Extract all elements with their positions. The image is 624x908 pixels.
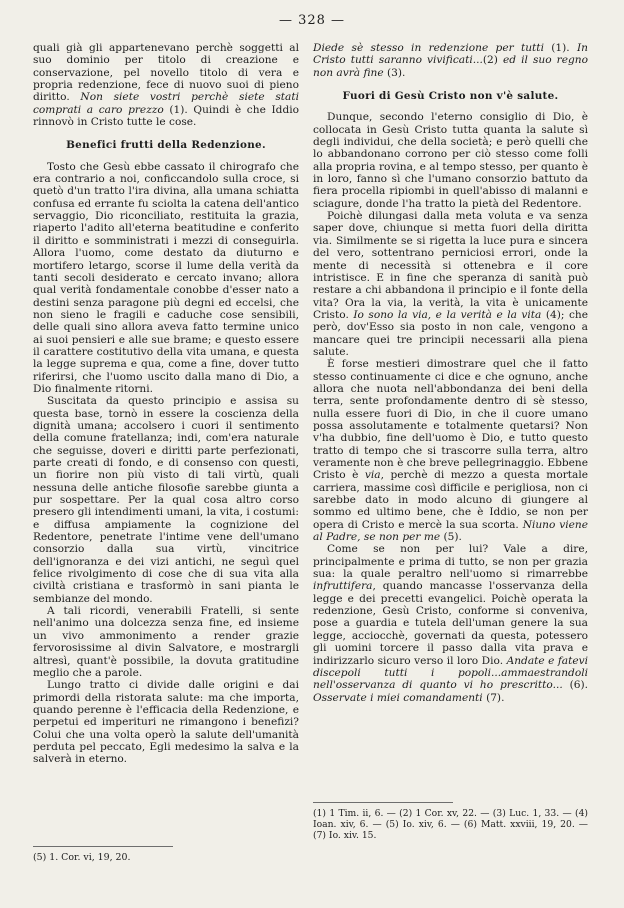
left-footnote-rule bbox=[33, 846, 173, 847]
right-paragraph-3: Poichè dilungasi dalla meta voluta e va senza saper dove, chiunque si metta fuori della diritta via. Similmente se si rigetta la luce pura e sincera del vero, sottentrano perniciosi errori, onde la mente di necessità si ottenebra e il core intristisce. E in fine che speranza di sanità può restare a chi abbandona il principio e il fonte della vita? Ora la via, la verità, la vita è unicamente Cristo. Io sono la via, e la verità e la vita (4); che però, dov'Esso sia posto in non cale, vengono a mancare quei tre principii necessarii alla piena salute. bbox=[313, 210, 589, 358]
section-heading-salute: Fuori di Gesù Cristo non v'è salute. bbox=[342, 90, 559, 103]
right-paragraph-4: È forse mestieri dimostrare quel che il fatto stesso continuamente ci dice e che ognuno, anche allora che nuota nell'abbondanza dei beni della terra, sente profondamente dentro di sè stesso, nulla essere fuori di Dio, in che il cuore umano possa assolutamente e totalmente quetarsi? Non v'ha dubbio, fine dell'uomo è Dio, e tutto questo tratto di tempo che si trascorre sulla terra, altro veramente non è che breve pellegrinaggio. Ebbene Cristo è via, perchè di mezzo a questa mortale carriera, massime così difficile e perigliosa, non ci sarebbe dato in modo alcuno di giungere al sommo ed ultimo bene, che è Iddio, se non per opera di Cristo e mercè la sua scorta. Niuno viene al Padre, se non per me (5). bbox=[313, 358, 589, 544]
left-paragraph-1: quali già gli appartenevano perchè soggetti al suo dominio per titolo di creazione e conservazione, pel novello titolo di vera e propria redenzione, fece di nuovo suoi di pieno diritto. Non siete vostri perchè siete stati comprati a caro prezzo (1). Quindi è che Iddio rinnovò in Cristo tutte le cose. bbox=[33, 42, 299, 129]
right-column bbox=[313, 42, 588, 704]
left-paragraph-3: Suscitata da questo principio e assisa su questa base, tornò in essere la coscienza della dignità umana; accolsero i cuori il sentimento della comune fratellanza; indi, com'era naturale che seguisse, doveri e diritti parte perfezionati, parte creati di fondo, e di consenso con questi, un fiorire non più visto di tali virtù, quali nessuna delle antiche filosofie sarebbe giunta a pur sospettare. Per la qual cosa altro corso presero gli intendimenti umani, la vita, i costumi: e diffusa ampiamente la cognizione del Redentore, penetrate l'intime vene dell'umano consorzio dalla sua virtù, vincitrice dell'ignoranza e dei vizi antichi, ne seguì quel felice rivolgimento di cose che di sua vita alla civiltà cristiana e trasformò in sani pianta le sembianze del mondo. bbox=[33, 395, 299, 605]
page-number: — 328 — bbox=[278, 13, 346, 28]
right-paragraph-5: Come se non per lui? Vale a dire, principalmente e prima di tutto, se non per grazia sua: la quale peraltro nell'uomo si rimarrebbe infruttifera, quando mancasse l'osservanza della legge e dei precetti evangelici. Poichè operata la redenzione, Gesù Cristo, conforme si conveniva, pose a guardia e tutela dell'uman genere la sua legge, acciocchè, governati da questa, potessero gli uomini torcere il passo dalla vita prava e indirizzarlo sicuro verso il loro Dio. Andate e fatevi discepoli tutti i popoli...ammaestrandoli nell'osservanza di quanto vi ho prescritto... (6). Osservate i miei comandamenti (7). bbox=[313, 543, 589, 704]
left-paragraph-2: Tosto che Gesù ebbe cassato il chirografo che era contrario a noi, conficcandolo sulla croce, si quetò d'un tratto l'ira divina, alla umana schiatta confusa ed errante fu sciolta la catena dell'antico servaggio, Dio riconciliato, restituita la grazia, riaperto l'adito all'eterna beatitudine e conferito il diritto e somministrati i mezzi di conseguirla. Allora l'uomo, come destato da diuturno e mortifero letargo, scorse il lume della verità da tanti secoli desiderato e cercato invano; allora qual verità fondamentale conobbe d'esser nato a destini senza paragone più degni ed eccelsi, che non sieno le fragili e caduche cose sensibili, delle quali sino allora aveva fatto termine unico ai suoi pensieri e alle sue brame; e questo essere il carattere costitutivo della vita umana, e questa la legge suprema e qua, come a fine, dover tutto riferirsi, che l'uomo uscito dalla mano di Dio, a Dio finalmente ritorni. bbox=[33, 160, 299, 395]
right-footnotes: (1) 1 Tim. ii, 6. — (2) 1 Cor. xv, 22. — (3) Luc. 1, 33. — (4) Ioan. xiv, 6. — (5) Io. xiv, 6. — (6) Matt. xxviii, 19, 20. — (7) Io. xiv. 15. bbox=[313, 808, 588, 841]
right-footnote-rule bbox=[313, 802, 453, 803]
left-paragraph-4: A tali ricordi, venerabili Fratelli, si sente nell'animo una dolcezza senza fine, ed insieme un vivo ammonimento a render grazie fervorosissime al divin Salvatore, e mostrargli altresì, quant'è possibile, la dovuta gratitudine meglio che a parole. bbox=[33, 605, 299, 679]
left-footnote: (5) 1. Cor. vi, 19, 20. bbox=[33, 852, 131, 863]
right-paragraph-1: Diede sè stesso in redenzione per tutti (1). In Cristo tutti saranno vivificati...(2) ed il suo regno non avrà fine (3). bbox=[313, 42, 589, 79]
left-column bbox=[33, 42, 299, 766]
right-paragraph-2: Dunque, secondo l'eterno consiglio di Dio, è collocata in Gesù Cristo tutta quanta la salute sì degli individui, che della società; e però quelli che lo abbandonano corrono per ciò stesso come folli alla propria rovina, e al tempo stesso, per quanto è in loro, fanno sì che l'umano consorzio battuto da fiera procella ripiombi in quell'abisso di malanni e sciagure, donde l'ha tratto la pietà del Redentore. bbox=[313, 111, 588, 210]
left-paragraph-5: Lungo tratto ci divide dalle origini e dai primordi della ristorata salute: ma che importa, quando perenne è l'efficacia della Redenzione, e perpetui ed imperituri ne rimangono i benefizi? Colui che una volta operò la salute dell'umanità perduta pel peccato, Egli medesimo la salva e la salverà in eterno. bbox=[33, 679, 299, 766]
section-heading-benefici: Benefici frutti della Redenzione. bbox=[66, 139, 266, 152]
